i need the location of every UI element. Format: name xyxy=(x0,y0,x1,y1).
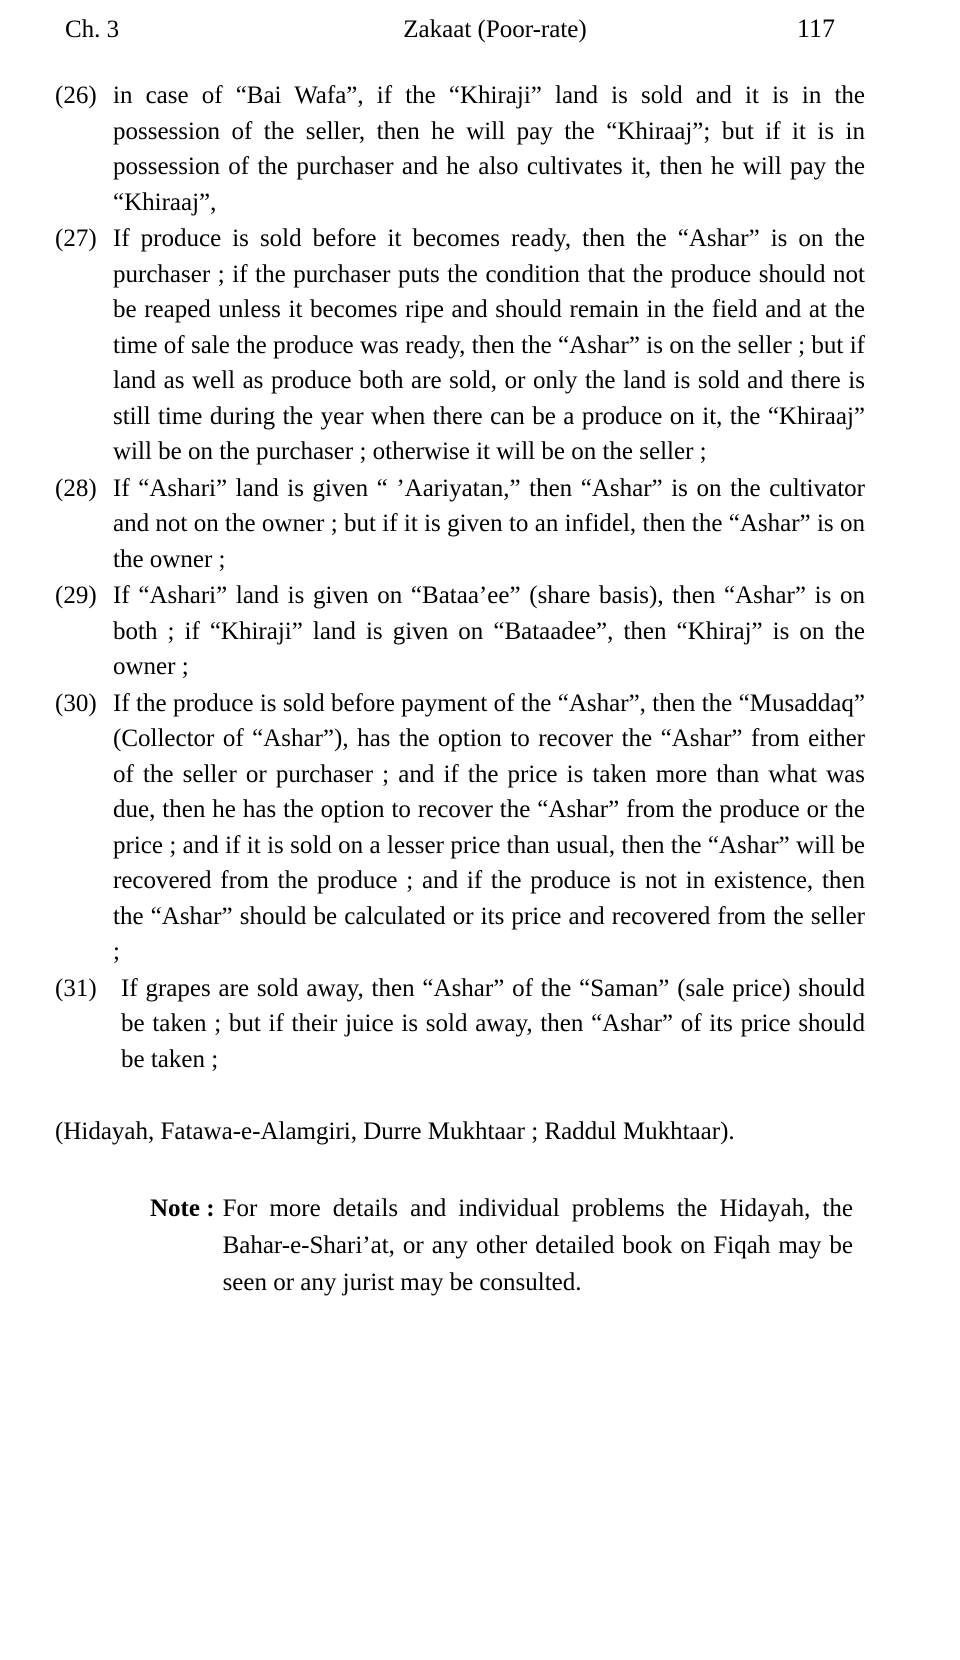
chapter-label: Ch. 3 xyxy=(65,16,120,43)
clause-number: (30) xyxy=(55,689,97,717)
list-item xyxy=(55,578,865,685)
clause-number: (28) xyxy=(55,474,97,502)
clause-number: (29) xyxy=(55,582,97,609)
list-item xyxy=(55,686,865,970)
clause-list xyxy=(55,78,865,1077)
note-block xyxy=(55,1190,865,1301)
note-label: Note : xyxy=(150,1195,215,1222)
page-number: 117 xyxy=(796,14,835,43)
clause-text: If produce is sold before it becomes ready, then the “Ashar” is on the purchaser ; if the purchaser puts the condition that the produce should not be reaped unless it becomes ripe and should remain in the field and at the time of sale the produce was ready, then the “Ashar” is on the seller ; but if land as well as produce both are sold, or only the land is sold and there is still time during the year when there can be a produce on it, the “Khiraaj” will be on the purchaser ; otherwise it will be on the seller ; xyxy=(113,225,865,465)
clause-number: (26) xyxy=(55,82,97,109)
note-text: For more details and individual problems the Hidayah, the Bahar-e-Shari’at, or any other detailed book on Fiqah may be seen or any jurist may be consulted. xyxy=(222,1195,853,1296)
page-title: Zakaat (Poor-rate) xyxy=(403,16,587,43)
page-header xyxy=(55,14,865,44)
list-item xyxy=(55,221,865,470)
clause-number: (27) xyxy=(55,225,97,252)
clause-number: (31) xyxy=(55,974,97,1002)
list-item xyxy=(55,471,865,578)
clause-text: in case of “Bai Wafa”, if the “Khiraji” land is sold and it is in the possession of the seller, then he will pay the “Khiraaj”; but if it is in possession of the purchaser and he also cultivates it, then he will pay the “Khiraaj”, xyxy=(113,82,865,216)
references-paragraph: (Hidayah, Fatawa-e-Alamgiri, Durre Mukhtaar ; Raddul Mukhtaar). xyxy=(55,1118,735,1145)
clause-text: If grapes are sold away, then “Ashar” of the “Saman” (sale price) should be taken ; but if their juice is sold away, then “Ashar” of its price should be taken ; xyxy=(121,974,865,1073)
clause-text: If “Ashari” land is given “ ’Aariyatan,” then “Ashar” is on the cultivator and not on the owner ; but if it is given to an infidel, then the “Ashar” is on the owner ; xyxy=(113,474,865,573)
list-item xyxy=(55,971,865,1078)
clause-text: If “Ashari” land is given on “Bataa’ee” (share basis), then “Ashar” is on both ; if “Khiraji” land is given on “Bataadee”, then “Khiraj” is on the owner ; xyxy=(113,582,865,680)
list-item xyxy=(55,78,865,220)
clause-text: If the produce is sold before payment of the “Ashar”, then the “Musaddaq” (Collector of “Ashar”), has the option to recover the “Ashar” from either of the seller or purchaser ; and if the price is taken more than what was due, then he has the option to recover the “Ashar” from the produce or the price ; and if it is sold on a lesser price than usual, then the “Ashar” will be recovered from the produce ; and if the produce is not in existence, then the “Ashar” should be calculated or its price and recovered from the seller ; xyxy=(113,689,865,965)
